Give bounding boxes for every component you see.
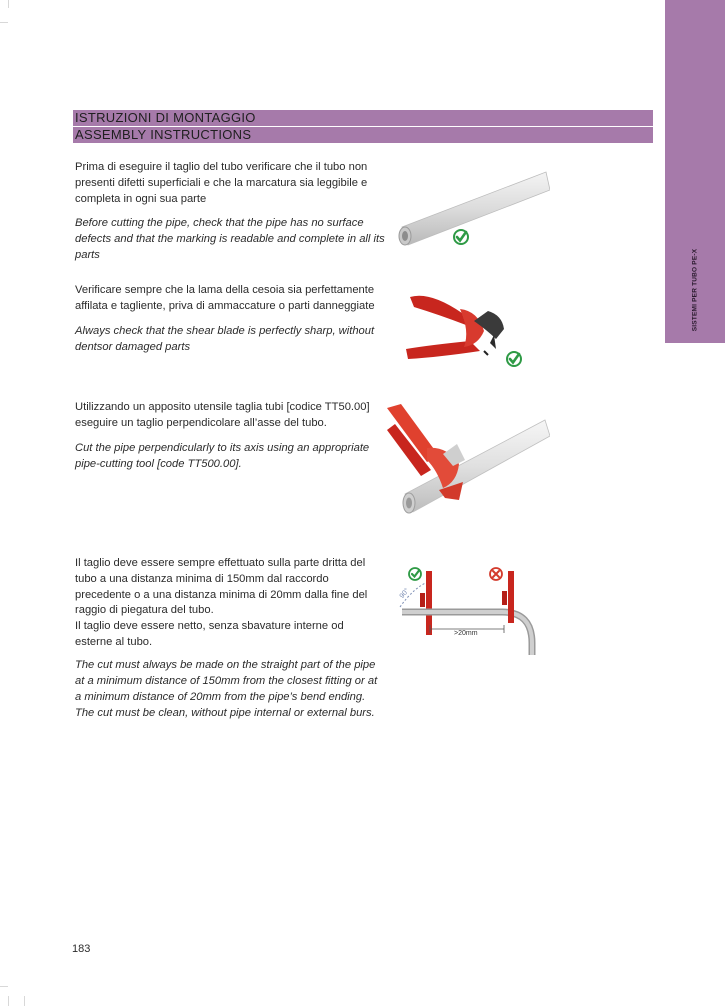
crop-mark: [0, 22, 8, 23]
header-title-it: ISTRUZIONI DI MONTAGGIO: [73, 110, 653, 126]
cutter-blade-wrong: [508, 571, 514, 623]
section-4-text-en-2: The cut must be clean, without pipe internal or external burs.: [75, 707, 375, 719]
section-3-text-en: Cut the pipe perpendicularly to its axis using an appropriate pipe-cutting tool [code TT500.00].: [75, 442, 370, 470]
check-icon: [409, 568, 421, 580]
crop-mark: [8, 0, 9, 8]
section-1-text-en: Before cutting the pipe, check that the pipe has no surface defects and that the marking is readable and complete in all its parts: [75, 217, 385, 261]
bend-cut-diagram: [390, 563, 540, 655]
section-2-text-it: Verificare sempre che la lama della cesoia sia perfettamente affilata e tagliente, priva di ammaccature o parti danneggiate: [75, 284, 375, 312]
cutting-tool-image: [387, 404, 550, 536]
section-4-text-it-1: Il taglio deve essere sempre effettuato sulla parte dritta del tubo a una distanza minima di 150mm dal raccordo precedente o a una distanza minima di 20mm dalla fine del raggio di piegatura del tubo.: [75, 557, 368, 617]
section-4-text-en-1: The cut must always be made on the straight part of the pipe at a minimum distance of 150mm from the closest fitting or at a minimum distance of 20mm from the pipe’s bend ending.: [75, 659, 378, 703]
crop-mark: [24, 996, 25, 1006]
section-1-text-it: Prima di eseguire il taglio del tubo verificare che il tubo non presenti difetti superficiali e che la marcatura sia leggibile e completa in ogni sua parte: [75, 161, 368, 205]
page-number: 183: [72, 943, 91, 955]
section-4-text-it-2: Il taglio deve essere netto, senza sbavature interne od esterne al tubo.: [75, 620, 344, 648]
crop-mark: [8, 996, 9, 1006]
section-3-text-it: Utilizzando un apposito utensile taglia tubi [codice TT50.00] eseguire un taglio perpendicolare all’asse del tubo.: [75, 401, 370, 429]
check-icon: [507, 352, 521, 366]
pipe-inspection-image: [388, 160, 550, 258]
header-title-en: ASSEMBLY INSTRUCTIONS: [73, 127, 653, 143]
angle-label: 90°: [398, 587, 411, 600]
cross-icon: [490, 568, 502, 580]
crop-mark: [0, 986, 8, 987]
section-2-text-en: Always check that the shear blade is perfectly sharp, without dentsor damaged parts: [75, 325, 375, 353]
cutter-blade-correct: [426, 571, 432, 635]
distance-label: >20mm: [454, 630, 478, 637]
shear-blade-image: [400, 285, 534, 375]
side-tab-label: SISTEMI PER TUBO PE-X: [691, 248, 699, 332]
check-icon: [454, 230, 468, 244]
side-tab: [665, 0, 725, 343]
